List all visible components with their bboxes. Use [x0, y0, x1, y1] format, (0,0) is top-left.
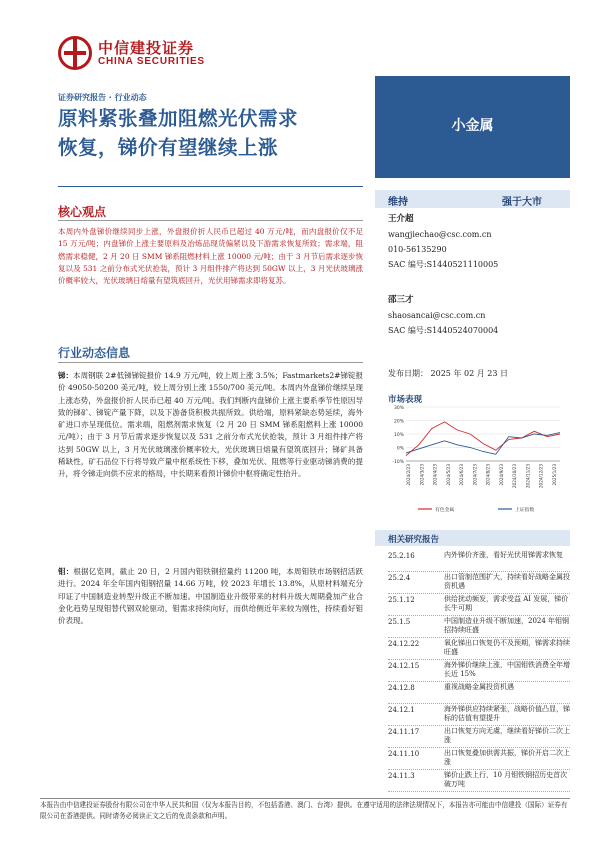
related-reports-list — [388, 550, 570, 792]
related-report-title: 出口恢复叠加供需共振，锑价开启二次上涨 — [444, 749, 570, 767]
report-title — [58, 104, 363, 162]
related-report-row[interactable] — [388, 704, 570, 726]
x-tick-label: 2024/2/23 — [406, 464, 411, 486]
publish-date: 发布日期： 2025 年 02 月 23 日 — [388, 369, 508, 378]
related-report-title: 海外锑价继续上涨，中国钼铁消费全年增长近 15% — [444, 661, 570, 679]
related-report-date: 24.12.22 — [388, 640, 420, 648]
analyst-email: shaosancai@csc.com.cn — [388, 311, 486, 320]
x-tick-label: 2024/3/23 — [419, 464, 425, 486]
x-tick-label: 2024/10/23 — [512, 464, 518, 489]
brand-name-cn: 中信建投证券 — [98, 39, 195, 57]
analyst-email: wangjiechao@csc.com.cn — [388, 230, 492, 239]
related-report-date: 24.11.3 — [388, 772, 415, 780]
x-tick-label: 2024/5/23 — [445, 464, 451, 486]
related-report-row[interactable] — [388, 682, 570, 704]
related-report-row[interactable] — [388, 638, 570, 660]
x-tick-label: 2024/6/23 — [459, 464, 465, 486]
tungsten-paragraph — [58, 566, 363, 627]
related-report-date: 24.11.10 — [388, 750, 420, 758]
related-report-row[interactable] — [388, 726, 570, 748]
x-tick-label: 2024/9/23 — [498, 464, 504, 486]
rating-label: 维持 — [388, 197, 408, 208]
x-tick-label: 2025/1/23 — [552, 464, 557, 486]
analyst-sac: SAC 编号:S1440521110005 — [388, 260, 499, 269]
related-report-date: 25.2.4 — [388, 574, 411, 582]
related-report-row[interactable] — [388, 660, 570, 682]
y-tick-label: -10% — [392, 460, 404, 465]
related-report-title: 内外锑价齐涨，看好光伏用锑需求恢复 — [444, 551, 563, 559]
related-report-date: 25.1.12 — [388, 596, 415, 604]
y-tick-label: 10% — [393, 433, 404, 438]
related-report-row[interactable] — [388, 616, 570, 638]
y-tick-label: 0% — [396, 446, 404, 452]
disclaimer-footer: 本报告由中信建投证券股份有限公司在中华人民共和国（仅为本报告目的，不包括香港、澳门、台湾）提供。在遵守适用的法律法规情况下，本报告亦可能由中信建投（国际）证券有限公司在香港提供。同时请务必阅读正文之后的免责条款和声明。 — [40, 801, 568, 820]
key-points-divider — [58, 220, 363, 221]
x-tick-label: 2024/4/23 — [432, 464, 438, 486]
related-report-title: 锑价止跌上行，10 月钼铁钢招历史首次破万吨 — [444, 771, 568, 789]
antimony-lead: 锑： — [58, 371, 74, 380]
related-report-title: 中国制造业升级不断加速，2024 年钼钢招持续旺盛 — [444, 617, 570, 635]
series-line — [406, 422, 560, 456]
related-report-title: 重视战略金属投资机遇 — [444, 683, 514, 691]
related-report-row[interactable] — [388, 770, 570, 792]
related-report-title: 海外锑供应持续紧张，战略价值凸显，锑标的估值有望提升 — [444, 705, 570, 723]
y-tick-label: 20% — [393, 419, 404, 425]
related-report-date: 24.12.1 — [388, 706, 415, 714]
related-report-row[interactable] — [388, 594, 570, 616]
related-report-title: 出口管制范围扩大，持续看好战略金属投资机遇 — [444, 573, 570, 591]
title-divider — [58, 186, 363, 187]
analyst-name: 邵三才 — [388, 295, 414, 305]
x-tick-label: 2024/11/23 — [525, 464, 531, 489]
analyst-1 — [388, 212, 498, 272]
tungsten-text: 根据亿览网，截止 20 日，2 月国内钼铁钢招量约 11200 吨，本周钼铁市场钢招活跃进行。2024 年全年国内钼钢招量 14.66 万吨，较 2023 年增长 13.8%，从原材料端充分印证了中国制造业转型升级正不断加速。中国制造业升级带来的材料升级大周期叠加产业合金化趋势呈现钼替代钢双轮驱动，钼需求持续向好，而供给侧近年来较为刚性，持续看好钼价表现。 — [58, 567, 364, 626]
related-reports-title: 相关研究报告 — [388, 535, 440, 545]
tungsten-lead: 钼： — [58, 567, 74, 576]
brand-name-en: CHINA SECURITIES — [98, 56, 205, 67]
legend-label: 上证指数 — [515, 508, 535, 513]
related-report-date: 25.2.16 — [388, 552, 415, 560]
x-tick-label: 2024/7/23 — [472, 464, 478, 486]
analyst-name: 王介超 — [388, 214, 414, 224]
analyst-2 — [388, 293, 498, 338]
related-report-row[interactable] — [388, 572, 570, 594]
rating-value: 强于大市 — [502, 197, 542, 208]
company-logo — [58, 36, 248, 70]
market-performance-title: 市场表现 — [388, 395, 423, 405]
x-tick-label: 2024/12/23 — [538, 464, 544, 489]
footer-divider — [40, 798, 570, 799]
key-points-text: 本周内外盘锑价继续同步上涨，外盘报价折人民币已超过 40 万元/吨，而内盘报价仅不足 15 万元/吨；内盘锑价上涨主要原料及冶炼品现货偏紧以及下游需求恢复所致；需求端，阻燃需求稳健，2 月 20 日 SMM 锑系阻燃材料上涨 10000 元/吨；由于 3 月节后需求逐步恢复以及 531 之前分布式光伏抢装，预计 3 月组件排产将达到 50GW 以上，3 月光伏玻璃涨价概率较大，光伏玻璃日熔量有望筑底回升，光伏用锑需求即将复苏。 — [58, 227, 363, 286]
related-report-date: 24.12.15 — [388, 662, 420, 670]
report-category: 证券研究报告 · 行业动态 — [58, 93, 147, 102]
market-performance-chart — [388, 403, 568, 523]
related-report-title: 氧化锑出口恢复仍不及预期，锑需求持续旺盛 — [444, 639, 570, 657]
y-tick-label: 30% — [393, 406, 404, 411]
industry-info-divider — [58, 362, 363, 363]
citic-logo-icon — [58, 36, 92, 70]
key-points-heading: 核心观点 — [58, 205, 107, 219]
related-report-date: 25.1.5 — [388, 618, 411, 626]
related-report-title: 供给扰动频发，需求受益 AI 发展，锑价长牛可期 — [444, 595, 569, 613]
industry-info-heading: 行业动态信息 — [58, 346, 131, 360]
related-report-row[interactable] — [388, 550, 570, 572]
x-tick-label: 2024/8/23 — [485, 464, 491, 486]
related-report-row[interactable] — [388, 748, 570, 770]
related-report-title: 出口恢复方向无虞，继续看好锑价二次上涨 — [444, 727, 570, 745]
antimony-text: 本周钢联 2#低锑锑锭报价 14.9 万元/吨，较上周上涨 3.5%；Fastmarkets2#锑锭报价 49050-50200 美元/吨，较上周分别上涨 1550/700 美元/吨。本周内外盘锑价继续呈现上涨态势，外盘报价折人民币已超 40 万元/吨。我们判断内盘锑价上涨主要系季节性原因导致的锑矿、锑锭产量下降，以及下游备货积极共振所致。供给端，原料紧缺态势延续，海外矿进口亦呈现低位。需求端，阻燃剂需求恢复（2 月 20 日 SMM 锑系阻燃料上涨 10000 元/吨）；由于 3 月节后需求逐步恢复以及 531 之前分布式光伏抢装，预计 3 月组件排产将达到 50GW 以上，3 月光伏玻璃涨价概率较大，光伏玻璃日熔量有望筑底回升；锑矿具备稀缺性，矿石品位下行将导致产量中枢系统性下移，叠加光伏、阻燃等行业驱动锑消费的提升，将令锑走向供不应求的格局，中长期来看预计锑价中枢将确定性抬升。 — [58, 371, 363, 479]
title-line-2: 恢复，锑价有望继续上涨 — [58, 136, 279, 159]
analyst-sac: SAC 编号:S1440524070004 — [388, 326, 499, 335]
sector-name: 小金属 — [451, 118, 494, 134]
related-report-date: 24.12.8 — [388, 684, 415, 692]
analyst-phone: 010-56135290 — [388, 245, 447, 254]
title-line-1: 原料紧张叠加阻燃光伏需求 — [58, 107, 299, 130]
antimony-paragraph — [58, 370, 363, 481]
legend-label: 有色金属 — [435, 508, 455, 513]
related-report-date: 24.11.17 — [388, 728, 420, 736]
